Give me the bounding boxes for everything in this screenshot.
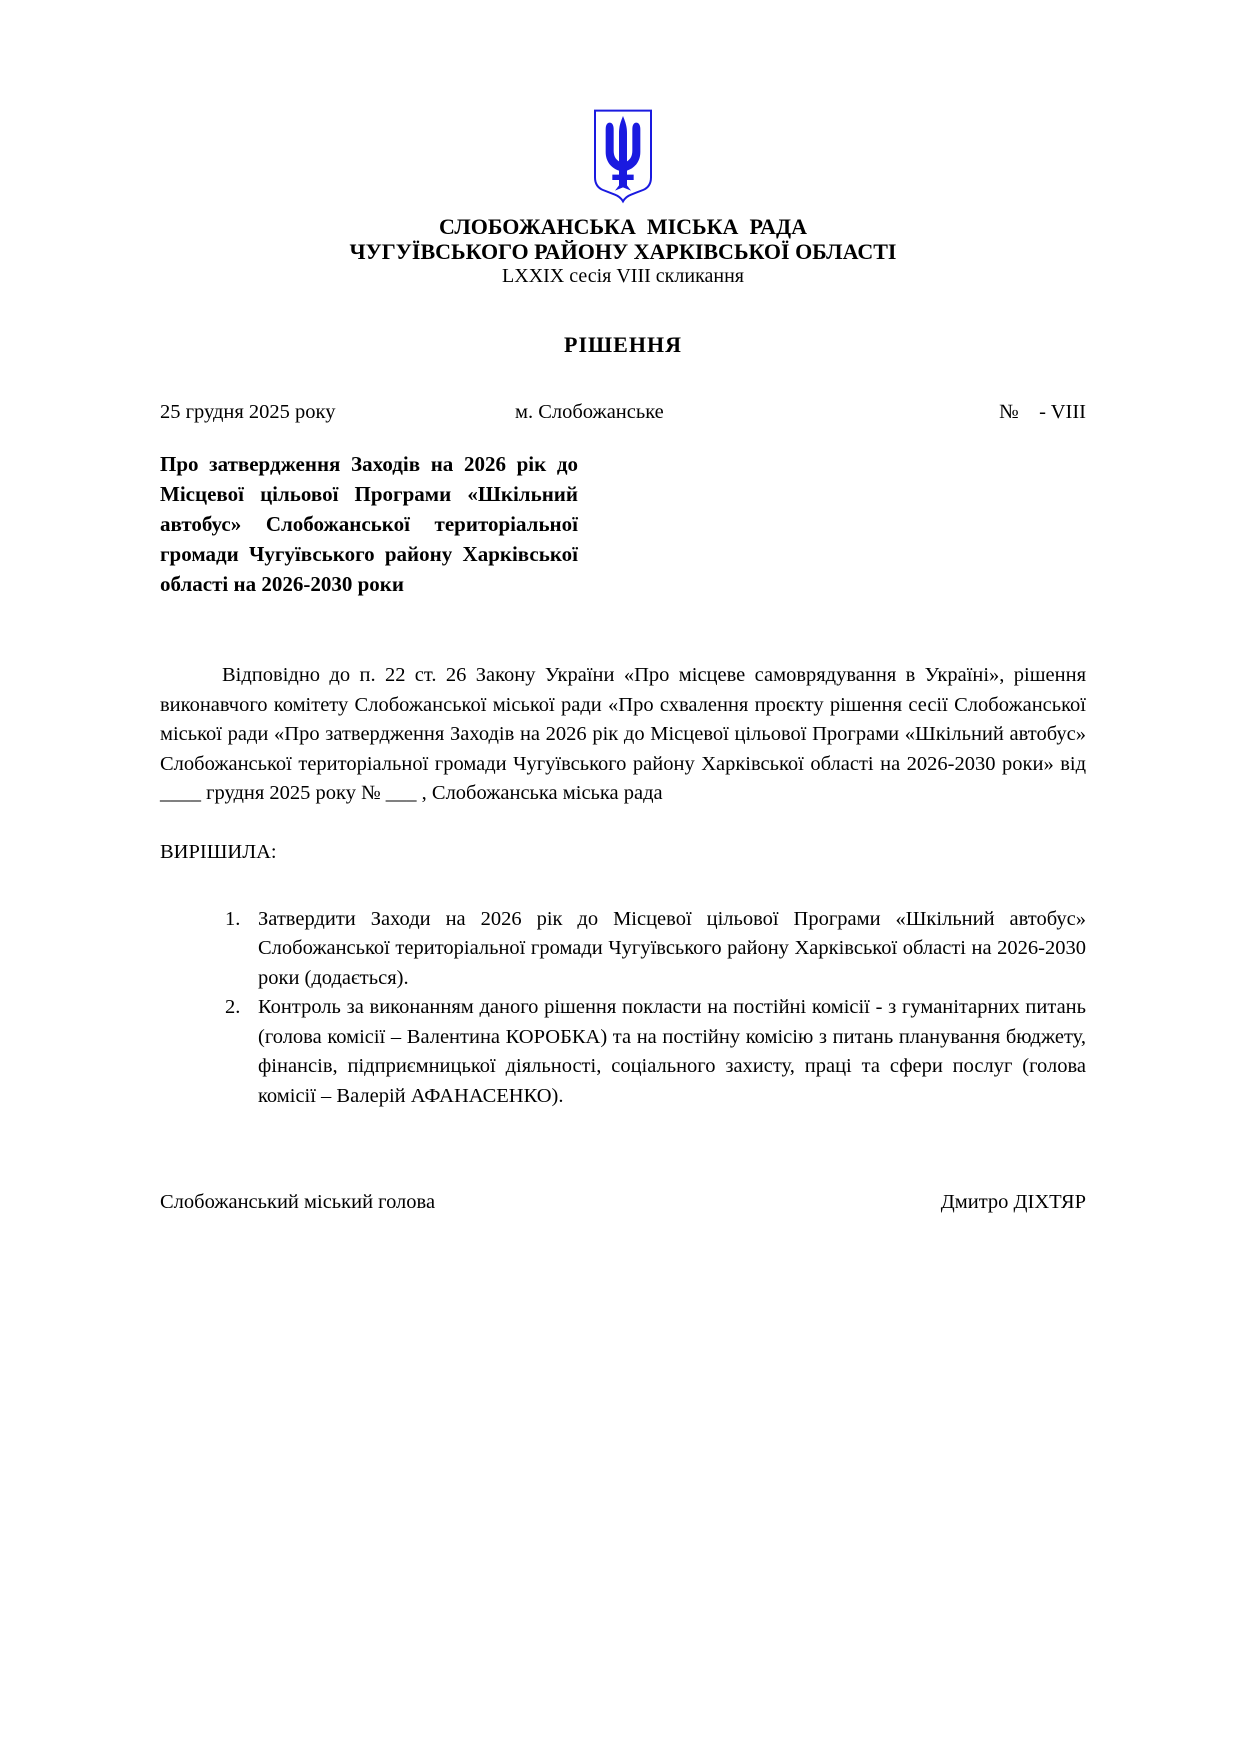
document-place: м. Слобожанське [515, 401, 664, 423]
session-line: LXXIX сесія VIII скликання [502, 265, 744, 287]
resolution-text: Контроль за виконанням даного рішення покласти на постійні комісії - з гуманітарних питань (голова комісії – Валентина КОРОБКА) та на постійну комісію з питань планування бюджету, фінансів, підприємницької діяльності, соціального захисту, праці та сфери послуг (голова комісії – Валерій АФАНАСЕНКО). [258, 996, 1086, 1107]
org-name-line1: СЛОБОЖАНСЬКА МІСЬКА РАДА [439, 214, 807, 239]
document-number: № - VIII [999, 401, 1086, 423]
resolution-text: Затвердити Заходи на 2026 рік до Місцевої цільової Програми «Шкільний автобус» Слобожанської територіальної громади Чугуївського району Харківської області на 2026-2030 роки (додається). [258, 907, 1086, 989]
resolved-label: ВИРІШИЛА: [160, 840, 277, 863]
resolutions-list [160, 905, 1086, 1112]
ukraine-trident-emblem-icon [589, 108, 657, 208]
resolution-item [160, 993, 1086, 1111]
preamble-paragraph: Відповідно до п. 22 ст. 26 Закону України «Про місцеве самоврядування в Україні», рішення виконавчого комітету Слобожанської міської ради «Про схвалення проєкту рішення сесії Слобожанської міської ради «Про затвердження Заходів на 2026 рік до Місцевої цільової Програми «Шкільний автобус» Слобожанської територіальної громади Чугуївського району Харківської області на 2026-2030 роки» від ____ грудня 2025 року № ___ , Слобожанська міська рада [160, 664, 1086, 804]
signature-row [160, 1189, 1086, 1215]
document-date: 25 грудня 2025 року [160, 401, 336, 423]
resolution-number: 2. [225, 996, 241, 1018]
document-type-title: РІШЕННЯ [564, 332, 682, 357]
resolution-number: 1. [225, 907, 241, 930]
resolution-item [160, 905, 1086, 994]
signer-name: Дмитро ДІХТЯР [940, 1191, 1086, 1213]
org-name-line2: ЧУГУЇВСЬКОГО РАЙОНУ ХАРКІВСЬКОЇ ОБЛАСТІ [349, 239, 897, 264]
meta-row [160, 401, 1086, 427]
document-subject: Про затвердження Заходів на 2026 рік до Місцевої цільової Програми «Шкільний автобус» Слобожанської територіальної громади Чугуївського району Харківської області на 2026-2030 роки [160, 452, 578, 596]
emblem-trident-glyph [606, 116, 641, 191]
document-header [160, 108, 1086, 357]
signer-position: Слобожанський міський голова [160, 1191, 436, 1213]
